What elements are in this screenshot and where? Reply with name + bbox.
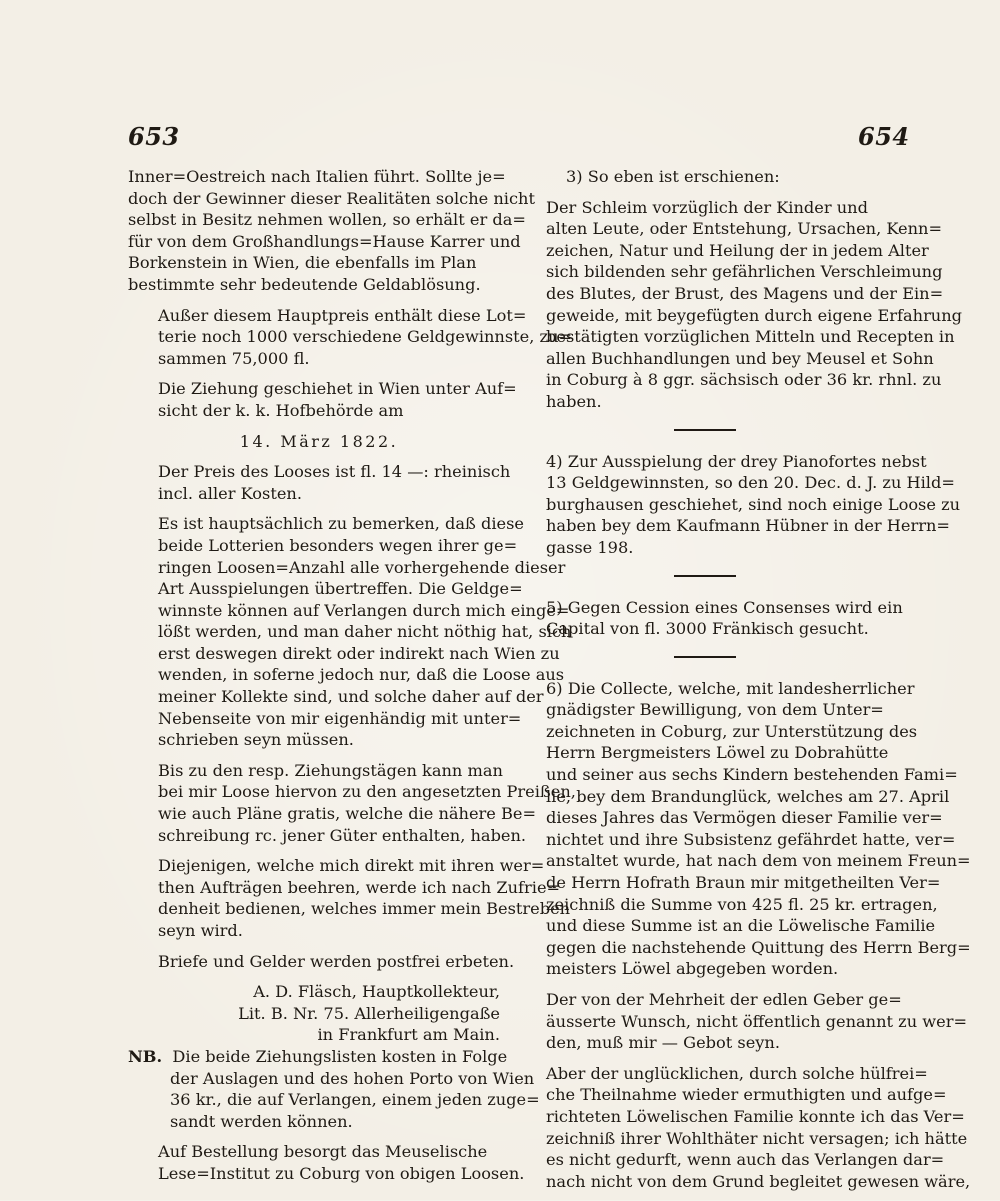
text-line: Außer diesem Hauptpreis enthält diese Lot= (158, 305, 527, 325)
text-line: den, muß mir — Gebot seyn. (546, 1033, 781, 1053)
text-line: wie auch Pläne gratis, welche die nähere Be= (158, 804, 537, 824)
text-line: A. D. Fläsch, Hauptkollekteur, (253, 982, 500, 1002)
text-line: denheit bedienen, welches immer mein Bestreben (158, 899, 571, 919)
text-line: 6) Die Collecte, welche, mit landesherrlicher (546, 678, 915, 698)
section-5-cession (516, 597, 903, 640)
text-line: meiner Kollekte sind, und solche daher auf der (158, 687, 544, 707)
separator-rule (674, 429, 736, 431)
section-3-heading: 3) So eben ist erschienen: (566, 167, 780, 186)
text-line: richteten Löwelischen Familie konnte ich das Ver= (546, 1106, 965, 1126)
paragraph-realitaeten (128, 166, 535, 296)
text-line: allen Buchhandlungen und bey Meusel et Sohn (546, 348, 934, 368)
paragraph-ziehungstage (128, 760, 576, 846)
paragraph-familie (516, 1063, 971, 1193)
separator-rule (674, 575, 736, 577)
text-line: gegen die nachstehende Quittung des Herrn Berg= (546, 937, 971, 957)
text-line: zeichen, Natur und Heilung der in jedem Alter (546, 240, 929, 260)
text-line: winnste können auf Verlangen durch mich einge= (158, 600, 570, 620)
text-line: schreibung rc. jener Güter enthalten, haben. (158, 825, 527, 845)
text-line: Capital von fl. 3000 Fränkisch gesucht. (546, 619, 869, 639)
text-line: incl. aller Kosten. (158, 483, 302, 503)
text-line: haben bey dem Kaufmann Hübner in der Herrn= (546, 516, 950, 536)
text-line: ringen Loosen=Anzahl alle vorhergehende dieser (158, 557, 566, 577)
paragraph-ziehung (128, 378, 517, 421)
text-line: then Aufträgen beehren, werde ich nach Zufrie= (158, 877, 561, 897)
text-line: lößt werden, und man daher nicht nöthig hat, sich (158, 622, 572, 642)
text-line: wenden, in soferne jedoch nur, daß die Loose aus (158, 665, 565, 685)
text-line: lie, bey dem Brandunglück, welches am 27. April (546, 786, 950, 806)
page-number-right: 654 (858, 122, 910, 151)
text-line: Aber der unglücklichen, durch solche hülfrei= (546, 1063, 928, 1083)
text-line: anstaltet wurde, hat nach dem von meinem Freun= (546, 851, 971, 871)
text-line: Der von der Mehrheit der edlen Geber ge= (546, 990, 902, 1009)
text-line: 5) Gegen Cession eines Consenses wird ein (546, 597, 903, 617)
nb-line-2: 36 kr., die auf Verlangen, einem jeden zuge= (170, 1090, 540, 1110)
text-line: und diese Summe ist an die Löwelische Familie (546, 916, 936, 936)
separator-rule (674, 656, 736, 658)
text-line: Es ist hauptsächlich zu bemerken, daß diese (158, 514, 525, 534)
text-line: in Coburg à 8 ggr. sächsisch oder 36 kr. rhnl. zu (546, 370, 942, 390)
text-line: es nicht gedurft, wenn auch das Verlangen dar= (546, 1150, 945, 1170)
signature-block (128, 981, 510, 1046)
text-line: dieses Jahres das Vermögen dieser Familie ver= (546, 808, 943, 828)
paragraph-bestellung (128, 1141, 525, 1184)
nb-label: NB. (128, 1046, 163, 1066)
text-line: zeichneten in Coburg, zur Unterstützung des (546, 721, 918, 741)
text-line: Art Ausspielungen übertreffen. Die Geldge= (158, 579, 523, 599)
nb-line-0: Die beide Ziehungslisten kosten in Folge (172, 1046, 508, 1066)
text-line: Borkenstein in Wien, die ebenfalls im Plan (128, 253, 477, 273)
nb-line-1: der Auslagen und des hohen Porto von Wien (170, 1068, 535, 1088)
right-column (516, 166, 971, 1201)
text-line: bestimmte sehr bedeutende Geldablösung. (128, 274, 481, 294)
text-line: Lese=Institut zu Coburg von obigen Loosen. (158, 1163, 525, 1183)
text-line: Der Schleim vorzüglich der Kinder und (546, 197, 868, 217)
paragraph-preis (128, 461, 510, 504)
text-line: Briefe und Gelder werden postfrei erbeten. (158, 951, 515, 971)
paragraph-bemerkung (128, 513, 572, 751)
text-line: Diejenigen, welche mich direkt mit ihren wer= (158, 856, 545, 876)
text-line: zeichniß ihrer Wohlthäter nicht versagen; ich hätte (546, 1128, 968, 1148)
text-line: beide Lotterien besonders wegen ihrer ge= (158, 535, 518, 555)
text-line: Auf Bestellung besorgt das Meuselische (158, 1142, 488, 1162)
text-line: des Blutes, der Brust, des Magens und der Ein= (546, 283, 944, 303)
text-line: sich bildenden sehr gefährlichen Verschleimung (546, 262, 943, 282)
text-line: bei mir Loose hiervon zu den angesetzten Preißen, (158, 782, 576, 802)
text-line: 4) Zur Ausspielung der drey Pianofortes nebst (546, 451, 927, 471)
text-line: nach nicht von dem Grund begleitet gewesen wäre, (546, 1171, 971, 1191)
text-line: terie noch 1000 verschiedene Geldgewinnste, zu= (158, 327, 573, 347)
text-line: seyn wird. (158, 921, 243, 940)
page-number-left: 653 (128, 122, 180, 151)
text-line: Der Preis des Looses ist fl. 14 —: rheinisch (158, 462, 511, 482)
text-line: zeichniß die Summe von 425 fl. 25 kr. ertragen, (546, 894, 938, 914)
text-line: und seiner aus sechs Kindern bestehenden Fami= (546, 765, 958, 785)
paragraph-auftraege (128, 855, 571, 941)
section-4-pianofortes (516, 451, 961, 559)
text-line: geweide, mit beygefügten durch eigene Erfahrung (546, 305, 963, 325)
text-line: sicht der k. k. Hofbehörde am (158, 400, 404, 420)
text-line: Lit. B. Nr. 75. Allerheiligengaße (238, 1003, 500, 1023)
text-line: gnädigster Bewilligung, von dem Unter= (546, 700, 884, 720)
paragraph-wunsch (516, 989, 968, 1054)
section-6-collecte (516, 678, 971, 980)
text-line: in Frankfurt am Main. (317, 1025, 500, 1045)
text-line: haben. (546, 391, 602, 411)
text-line: burghausen geschiehet, sind noch einige Loose zu (546, 494, 961, 514)
text-line: doch der Gewinner dieser Realitäten solche nicht (128, 188, 535, 208)
text-line: de Herrn Hofrath Braun mir mitgetheilten Ver= (546, 873, 941, 893)
text-line: 13 Geldgewinnsten, so den 20. Dec. d. J. zu Hild= (546, 473, 955, 493)
text-line: meisters Löwel abgegeben worden. (546, 959, 839, 979)
text-line: schrieben seyn müssen. (158, 730, 354, 750)
paragraph-briefe (128, 951, 515, 973)
text-line: erst deswegen direkt oder indirekt nach Wien zu (158, 643, 560, 663)
text-line: Herrn Bergmeisters Löwel zu Dobrahütte (546, 743, 889, 763)
text-line: che Theilnahme wieder ermuthigten und aufge= (546, 1085, 947, 1105)
nb-line-3: sandt werden können. (170, 1111, 353, 1131)
drawing-date: 14. März 1822. (239, 431, 399, 451)
text-line: Die Ziehung geschiehet in Wien unter Auf= (158, 379, 517, 399)
text-line: bestätigten vorzüglichen Mitteln und Recepten in (546, 327, 955, 347)
text-line: gasse 198. (546, 537, 634, 557)
left-column (128, 166, 576, 1194)
text-line: alten Leute, oder Entstehung, Ursachen, Kenn= (546, 219, 943, 239)
text-line: äusserte Wunsch, nicht öffentlich genannt zu wer= (546, 1011, 968, 1031)
text-line: Inner=Oestreich nach Italien führt. Sollte je= (128, 167, 506, 186)
text-line: für von dem Großhandlungs=Hause Karrer und (128, 231, 521, 251)
text-line: nichtet und ihre Subsistenz gefährdet hatte, ver= (546, 829, 956, 849)
section-3-schleim (516, 197, 963, 413)
text-line: Nebenseite von mir eigenhändig mit unter= (158, 708, 522, 728)
nota-bene (128, 1046, 540, 1132)
paragraph-hauptpreis (128, 305, 573, 370)
text-line: Bis zu den resp. Ziehungstägen kann man (158, 760, 503, 780)
text-line: selbst in Besitz nehmen wollen, so erhält er da= (128, 210, 526, 230)
text-line: sammen 75,000 fl. (158, 348, 310, 368)
